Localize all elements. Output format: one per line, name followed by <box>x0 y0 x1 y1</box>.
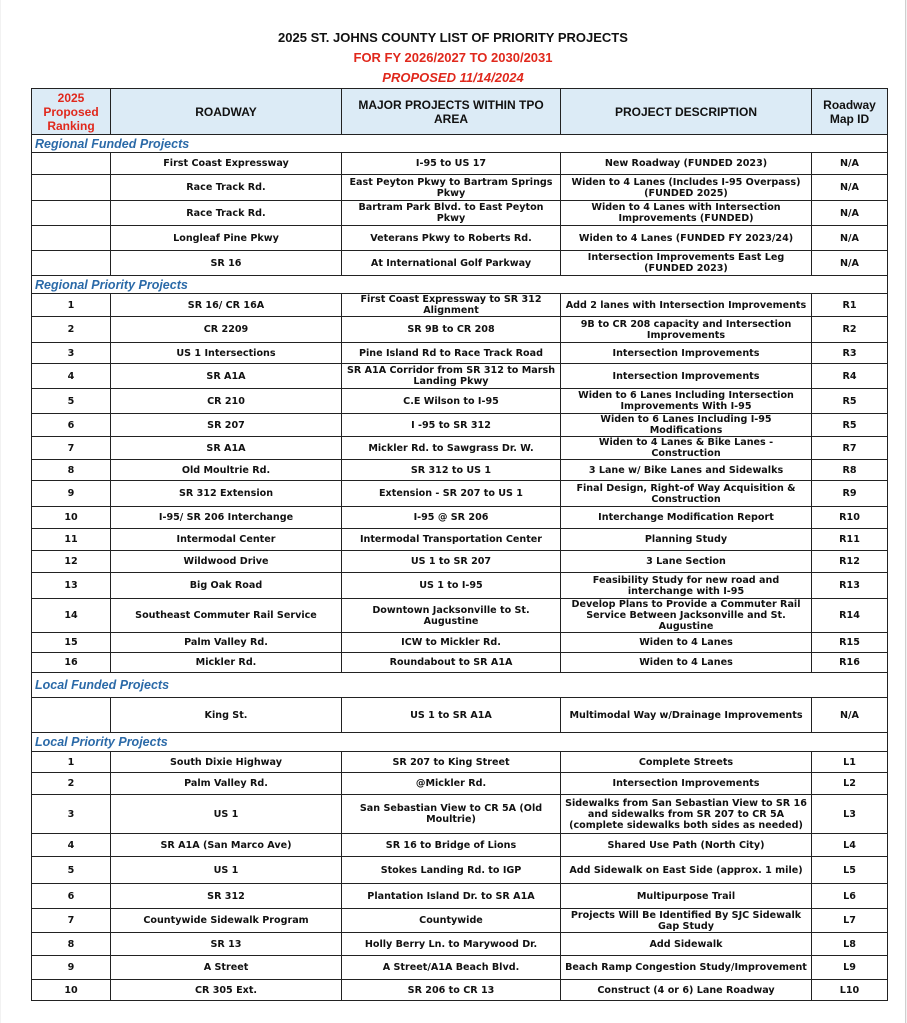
description-cell: Intersection Improvements <box>561 773 812 795</box>
table-row <box>32 317 888 343</box>
major-project-cell: San Sebastian View to CR 5A (Old Moultrie) <box>342 795 561 834</box>
proposed-date-subtitle: PROPOSED 11/14/2024 <box>382 70 524 85</box>
table-row <box>32 956 888 980</box>
rank-cell <box>32 698 111 733</box>
rank-cell <box>32 175 111 201</box>
description-cell: Widen to 4 Lanes <box>561 653 812 673</box>
section-title: Local Priority Projects <box>32 733 888 752</box>
description-cell: Widen to 4 Lanes (Includes I-95 Overpass) (FUNDED 2025) <box>561 175 812 201</box>
rank-cell <box>32 251 111 276</box>
rank-cell: 3 <box>32 343 111 364</box>
major-project-cell: I -95 to SR 312 <box>342 414 561 437</box>
major-project-cell: SR 9B to CR 208 <box>342 317 561 343</box>
map-id-cell: R4 <box>812 364 888 389</box>
major-project-cell: Plantation Island Dr. to SR A1A <box>342 884 561 909</box>
description-cell: 3 Lane Section <box>561 551 812 573</box>
map-id-cell: N/A <box>812 698 888 733</box>
major-project-cell: SR 206 to CR 13 <box>342 980 561 1001</box>
description-cell: Beach Ramp Congestion Study/Improvement <box>561 956 812 980</box>
table-row <box>32 343 888 364</box>
description-cell: Widen to 4 Lanes & Bike Lanes - Construction <box>561 437 812 460</box>
map-id-cell: R2 <box>812 317 888 343</box>
rank-cell: 9 <box>32 481 111 507</box>
table-row <box>32 633 888 653</box>
major-project-cell: ICW to Mickler Rd. <box>342 633 561 653</box>
table-row <box>32 226 888 251</box>
description-cell: Widen to 6 Lanes Including Intersection Improvements With I-95 <box>561 389 812 414</box>
map-id-cell: R13 <box>812 573 888 599</box>
map-id-cell: L3 <box>812 795 888 834</box>
table-row <box>32 884 888 909</box>
fiscal-year-subtitle: FOR FY 2026/2027 TO 2030/2031 <box>353 50 553 65</box>
section-header-row <box>32 276 888 294</box>
description-cell: Multimodal Way w/Drainage Improvements <box>561 698 812 733</box>
roadway-cell: First Coast Expressway <box>111 153 342 175</box>
major-project-cell: Holly Berry Ln. to Marywood Dr. <box>342 933 561 956</box>
rank-cell: 4 <box>32 364 111 389</box>
description-cell: Widen to 4 Lanes with Intersection Improvements (FUNDED) <box>561 201 812 226</box>
description-cell: Final Design, Right-of Way Acquisition & Construction <box>561 481 812 507</box>
description-cell: Construct (4 or 6) Lane Roadway <box>561 980 812 1001</box>
table-row <box>32 599 888 633</box>
major-project-cell: SR 312 to US 1 <box>342 460 561 481</box>
rank-cell: 8 <box>32 933 111 956</box>
major-project-cell: Pine Island Rd to Race Track Road <box>342 343 561 364</box>
roadway-cell: Mickler Rd. <box>111 653 342 673</box>
major-projects-header: MAJOR PROJECTS WITHIN TPO AREA <box>342 89 561 135</box>
major-project-cell: Veterans Pkwy to Roberts Rd. <box>342 226 561 251</box>
rank-cell: 2 <box>32 773 111 795</box>
roadway-cell: SR A1A <box>111 437 342 460</box>
major-project-cell: SR A1A Corridor from SR 312 to Marsh Landing Pkwy <box>342 364 561 389</box>
table-row <box>32 294 888 317</box>
table-row <box>32 460 888 481</box>
description-cell: Intersection Improvements East Leg (FUNDED 2023) <box>561 251 812 276</box>
rank-cell: 5 <box>32 389 111 414</box>
document-page <box>1 0 906 1023</box>
map-id-cell: R9 <box>812 481 888 507</box>
map-id-cell: L10 <box>812 980 888 1001</box>
roadway-cell: Old Moultrie Rd. <box>111 460 342 481</box>
major-project-cell: Intermodal Transportation Center <box>342 529 561 551</box>
roadway-cell: I-95/ SR 206 Interchange <box>111 507 342 529</box>
major-project-cell: I-95 to US 17 <box>342 153 561 175</box>
major-project-cell: A Street/A1A Beach Blvd. <box>342 956 561 980</box>
rank-cell: 15 <box>32 633 111 653</box>
roadway-cell: US 1 Intersections <box>111 343 342 364</box>
rank-cell: 5 <box>32 857 111 884</box>
rank-cell: 11 <box>32 529 111 551</box>
map-id-cell: R8 <box>812 460 888 481</box>
major-project-cell: Extension - SR 207 to US 1 <box>342 481 561 507</box>
map-id-cell: R12 <box>812 551 888 573</box>
major-project-cell: @Mickler Rd. <box>342 773 561 795</box>
section-title: Local Funded Projects <box>32 673 888 698</box>
description-cell: Add Sidewalk on East Side (approx. 1 mile) <box>561 857 812 884</box>
table-row <box>32 909 888 933</box>
roadway-cell: SR A1A (San Marco Ave) <box>111 834 342 857</box>
table-row <box>32 507 888 529</box>
roadway-header: ROADWAY <box>111 89 342 135</box>
section-header-row <box>32 733 888 752</box>
map-id-cell: R10 <box>812 507 888 529</box>
section-title: Regional Priority Projects <box>32 276 888 294</box>
major-project-cell: US 1 to SR 207 <box>342 551 561 573</box>
map-id-cell: N/A <box>812 251 888 276</box>
roadway-cell: US 1 <box>111 795 342 834</box>
roadway-cell: Southeast Commuter Rail Service <box>111 599 342 633</box>
description-cell: Interchange Modification Report <box>561 507 812 529</box>
table-row <box>32 980 888 1001</box>
table-row <box>32 437 888 460</box>
description-cell: 9B to CR 208 capacity and Intersection Improvements <box>561 317 812 343</box>
description-cell: Sidewalks from San Sebastian View to SR 16 and sidewalks from SR 207 to CR 5A (complete sidewalks both sides as needed) <box>561 795 812 834</box>
major-project-cell: US 1 to SR A1A <box>342 698 561 733</box>
description-cell: Develop Plans to Provide a Commuter Rail Service Between Jacksonville and St. Augustine <box>561 599 812 633</box>
roadway-cell: Palm Valley Rd. <box>111 633 342 653</box>
description-cell: Planning Study <box>561 529 812 551</box>
roadway-cell: Intermodal Center <box>111 529 342 551</box>
header-row <box>32 89 888 135</box>
map-id-cell: N/A <box>812 153 888 175</box>
description-cell: Add 2 lanes with Intersection Improvements <box>561 294 812 317</box>
table-row <box>32 175 888 201</box>
rank-cell: 10 <box>32 507 111 529</box>
map-id-cell: N/A <box>812 175 888 201</box>
table-row <box>32 364 888 389</box>
rank-cell: 7 <box>32 437 111 460</box>
major-project-cell: Mickler Rd. to Sawgrass Dr. W. <box>342 437 561 460</box>
roadway-cell: CR 2209 <box>111 317 342 343</box>
map-id-cell: R16 <box>812 653 888 673</box>
major-project-cell: First Coast Expressway to SR 312 Alignment <box>342 294 561 317</box>
map-id-cell: L4 <box>812 834 888 857</box>
major-project-cell: Stokes Landing Rd. to IGP <box>342 857 561 884</box>
table-row <box>32 834 888 857</box>
roadway-cell: Longleaf Pine Pkwy <box>111 226 342 251</box>
description-cell: Intersection Improvements <box>561 343 812 364</box>
priority-projects-table <box>31 88 888 1001</box>
roadway-cell: CR 210 <box>111 389 342 414</box>
rank-cell: 1 <box>32 294 111 317</box>
description-cell: Shared Use Path (North City) <box>561 834 812 857</box>
rank-cell <box>32 226 111 251</box>
table-row <box>32 153 888 175</box>
rank-cell <box>32 201 111 226</box>
roadway-cell: SR 13 <box>111 933 342 956</box>
map-id-cell: R7 <box>812 437 888 460</box>
table-row <box>32 551 888 573</box>
major-project-cell: C.E Wilson to I-95 <box>342 389 561 414</box>
table-row <box>32 773 888 795</box>
roadway-cell: US 1 <box>111 857 342 884</box>
map-id-cell: L7 <box>812 909 888 933</box>
map-id-cell: L2 <box>812 773 888 795</box>
map-id-cell: L1 <box>812 752 888 773</box>
table-row <box>32 389 888 414</box>
section-header-row <box>32 135 888 153</box>
major-project-cell: Bartram Park Blvd. to East Peyton Pkwy <box>342 201 561 226</box>
major-project-cell: At International Golf Parkway <box>342 251 561 276</box>
roadway-cell: South Dixie Highway <box>111 752 342 773</box>
roadway-cell: Palm Valley Rd. <box>111 773 342 795</box>
map-id-cell: L9 <box>812 956 888 980</box>
table-row <box>32 251 888 276</box>
map-id-cell: R11 <box>812 529 888 551</box>
roadway-cell: SR 16/ CR 16A <box>111 294 342 317</box>
roadway-cell: CR 305 Ext. <box>111 980 342 1001</box>
table-row <box>32 573 888 599</box>
document-title: 2025 ST. JOHNS COUNTY LIST OF PRIORITY PROJECTS <box>278 30 628 45</box>
map-id-header: Roadway Map ID <box>812 89 888 135</box>
roadway-cell: Big Oak Road <box>111 573 342 599</box>
description-cell: Feasibility Study for new road and interchange with I-95 <box>561 573 812 599</box>
section-header-row <box>32 673 888 698</box>
description-header: PROJECT DESCRIPTION <box>561 89 812 135</box>
major-project-cell: SR 16 to Bridge of Lions <box>342 834 561 857</box>
major-project-cell: I-95 @ SR 206 <box>342 507 561 529</box>
rank-cell: 4 <box>32 834 111 857</box>
rank-cell: 1 <box>32 752 111 773</box>
major-project-cell: SR 207 to King Street <box>342 752 561 773</box>
map-id-cell: R14 <box>812 599 888 633</box>
description-cell: Projects Will Be Identified By SJC Sidewalk Gap Study <box>561 909 812 933</box>
roadway-cell: Wildwood Drive <box>111 551 342 573</box>
rank-cell: 14 <box>32 599 111 633</box>
rank-cell: 12 <box>32 551 111 573</box>
roadway-cell: SR 312 Extension <box>111 481 342 507</box>
rank-cell: 6 <box>32 884 111 909</box>
roadway-cell: SR A1A <box>111 364 342 389</box>
map-id-cell: R5 <box>812 414 888 437</box>
table-row <box>32 653 888 673</box>
rank-cell: 3 <box>32 795 111 834</box>
major-project-cell: Countywide <box>342 909 561 933</box>
rank-cell: 13 <box>32 573 111 599</box>
description-cell: New Roadway (FUNDED 2023) <box>561 153 812 175</box>
map-id-cell: N/A <box>812 226 888 251</box>
table-row <box>32 481 888 507</box>
map-id-cell: N/A <box>812 201 888 226</box>
roadway-cell: King St. <box>111 698 342 733</box>
table-row <box>32 529 888 551</box>
map-id-cell: L8 <box>812 933 888 956</box>
map-id-cell: R1 <box>812 294 888 317</box>
description-cell: Complete Streets <box>561 752 812 773</box>
description-cell: Widen to 4 Lanes (FUNDED FY 2023/24) <box>561 226 812 251</box>
rank-cell <box>32 153 111 175</box>
rank-cell: 16 <box>32 653 111 673</box>
table-row <box>32 795 888 834</box>
roadway-cell: SR 312 <box>111 884 342 909</box>
rank-cell: 10 <box>32 980 111 1001</box>
major-project-cell: Downtown Jacksonville to St. Augustine <box>342 599 561 633</box>
map-id-cell: L5 <box>812 857 888 884</box>
map-id-cell: L6 <box>812 884 888 909</box>
major-project-cell: East Peyton Pkwy to Bartram Springs Pkwy <box>342 175 561 201</box>
map-id-cell: R15 <box>812 633 888 653</box>
table-row <box>32 201 888 226</box>
roadway-cell: Race Track Rd. <box>111 201 342 226</box>
roadway-cell: SR 207 <box>111 414 342 437</box>
roadway-cell: A Street <box>111 956 342 980</box>
description-cell: Add Sidewalk <box>561 933 812 956</box>
major-project-cell: US 1 to I-95 <box>342 573 561 599</box>
roadway-cell: Race Track Rd. <box>111 175 342 201</box>
roadway-cell: Countywide Sidewalk Program <box>111 909 342 933</box>
map-id-cell: R3 <box>812 343 888 364</box>
rank-cell: 8 <box>32 460 111 481</box>
table-row <box>32 414 888 437</box>
description-cell: Widen to 6 Lanes Including I-95 Modifications <box>561 414 812 437</box>
table-row <box>32 698 888 733</box>
ranking-header: 2025 Proposed Ranking <box>32 89 111 135</box>
roadway-cell: SR 16 <box>111 251 342 276</box>
table-body <box>32 135 888 1001</box>
rank-cell: 9 <box>32 956 111 980</box>
table-row <box>32 752 888 773</box>
rank-cell: 6 <box>32 414 111 437</box>
description-cell: Widen to 4 Lanes <box>561 633 812 653</box>
description-cell: 3 Lane w/ Bike Lanes and Sidewalks <box>561 460 812 481</box>
table-row <box>32 857 888 884</box>
description-cell: Intersection Improvements <box>561 364 812 389</box>
map-id-cell: R5 <box>812 389 888 414</box>
major-project-cell: Roundabout to SR A1A <box>342 653 561 673</box>
table-row <box>32 933 888 956</box>
description-cell: Multipurpose Trail <box>561 884 812 909</box>
rank-cell: 2 <box>32 317 111 343</box>
section-title: Regional Funded Projects <box>32 135 888 153</box>
rank-cell: 7 <box>32 909 111 933</box>
